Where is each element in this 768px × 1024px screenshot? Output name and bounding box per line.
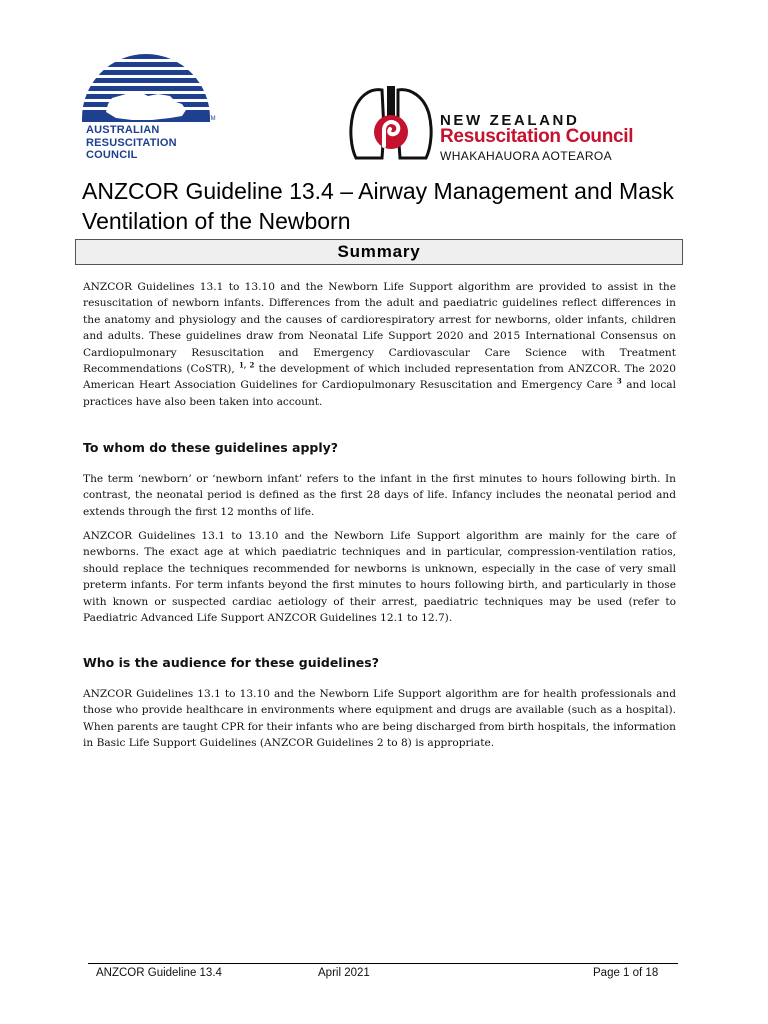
audience-paragraph: ANZCOR Guidelines 13.1 to 13.10 and the Newborn Life Support algorithm are for health professionals and those who provide healthcare in environments where equipment and drugs are available (such as a hospital). When parents are taught CPR for their infants who are being discharged from birth hospitals, the information in Basic Life Support Guidelines (ANZCOR Guidelines 2 to 8) is appropriate. (83, 688, 676, 750)
scope-paragraph-1: The term ‘newborn’ or ‘newborn infant’ refers to the infant in the first minutes to hours following birth. In contrast, the neonatal period is defined as the first 28 days of life. Infancy includes the neonatal period and extends through the first 12 months of life. (83, 473, 676, 518)
section-heading-audience: Who is the audience for these guidelines? (83, 655, 379, 670)
summary-heading: Summary (75, 239, 683, 265)
nzrc-wordmark-line-2: Resuscitation Council (440, 126, 634, 147)
arc-wordmark-line-2: RESUSCITATION (86, 136, 177, 149)
intro-text-1: ANZCOR Guidelines 13.1 to 13.10 and the Newborn Life Support algorithm are provided to assist in the resuscitation of newborn infants. Differences from the adult and paediatric guidelines reflect differences in the anatomy and physiology and the causes of cardiorespiratory arrest for newborns, older infants, children and adults. These guidelines draw from Neonatal Life Support 2020 and 2015 International Consensus on Cardiopulmonary Resuscitation and Emergency Cardiovascular Care Science with Treatment Recommendations (CoSTR), (83, 281, 676, 376)
footer-guideline: ANZCOR Guideline 13.4 (96, 967, 222, 979)
citation-3: 3 (616, 376, 622, 386)
page-title: ANZCOR Guideline 13.4 – Airway Management and Mask Ventilation of the Newborn (82, 178, 674, 234)
arc-logo (82, 40, 222, 170)
arc-wordmark-line-3: COUNCIL (86, 149, 138, 161)
arc-tm-mark: TM (207, 116, 216, 122)
intro-paragraph (83, 279, 676, 410)
footer-divider (88, 963, 678, 964)
arc-wordmark-line-1: AUSTRALIAN (86, 124, 160, 136)
intro-text-2: the development of which included representation from ANZCOR. The 2020 American Heart Association Guidelines for Cardiopulmonary Resuscitation and Emergency Care (83, 363, 676, 392)
arc-emblem-icon (82, 40, 212, 122)
nzrc-lungs-icon (348, 86, 434, 162)
nzrc-wordmark-line-1: NEW ZEALAND (440, 112, 580, 129)
footer-date: April 2021 (318, 967, 370, 979)
scope-paragraph-2: ANZCOR Guidelines 13.1 to 13.10 and the Newborn Life Support algorithm are mainly for the care of newborns. The exact age at which paediatric techniques and in particular, compression-ventilation ratios, should replace the techniques recommended for newborns is unknown, especially in the case of very small preterm infants. For term infants beyond the first minutes to hours following birth, and particularly in those with known or suspected cardiac aetiology of their arrest, paediatric techniques may be used (refer to Paediatric Advanced Life Support ANZCOR Guidelines 12.1 to 12.7). (83, 530, 676, 625)
citation-1-2: 1, 2 (238, 360, 255, 370)
nzrc-wordmark-line-3: WHAKAHAUORA AOTEAROA (440, 149, 613, 163)
section-heading-scope: To whom do these guidelines apply? (83, 440, 339, 455)
footer-page-number: Page 1 of 18 (593, 967, 659, 979)
nzrc-logo (348, 86, 648, 162)
intro-text-3: and local practices have also been taken into account. (83, 379, 677, 408)
arc-wordmark (86, 124, 177, 162)
